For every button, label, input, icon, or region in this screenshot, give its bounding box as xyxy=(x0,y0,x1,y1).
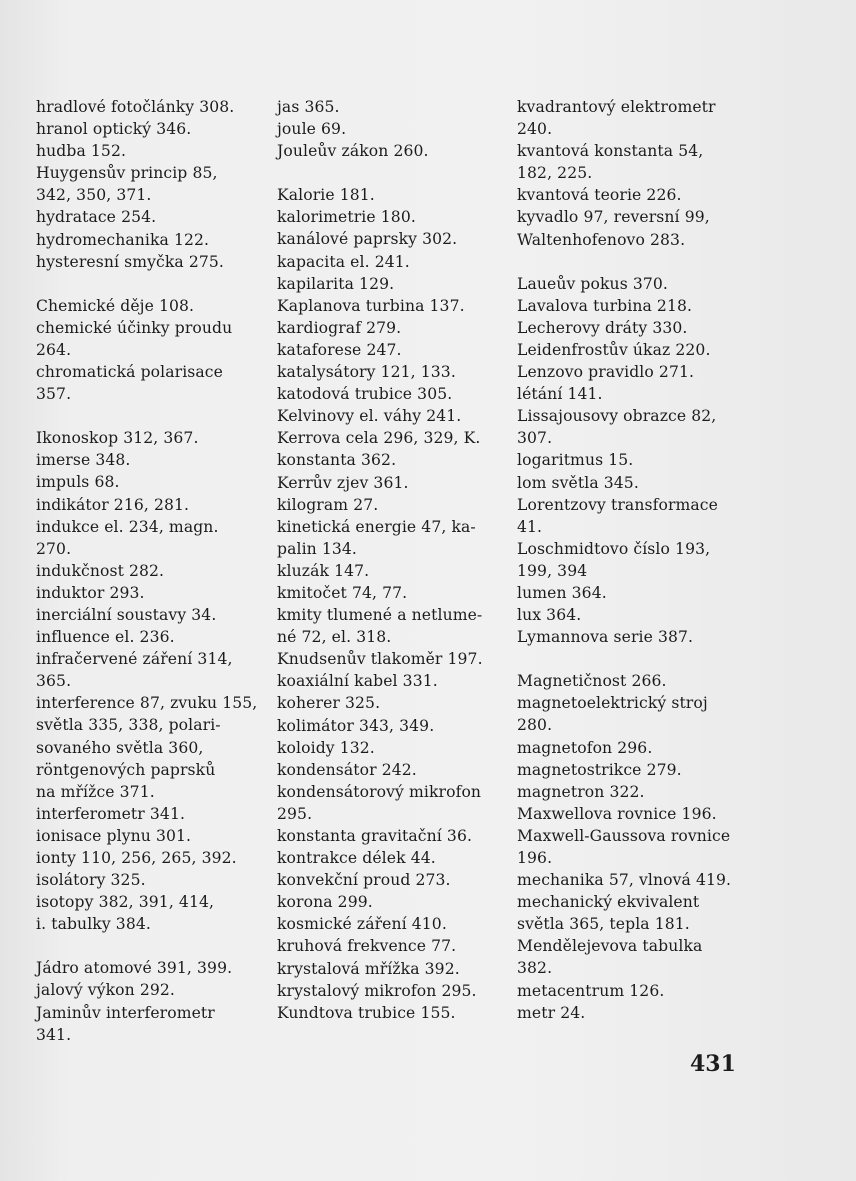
index-entry xyxy=(277,472,507,494)
index-entry-line: mechanický ekvivalent xyxy=(517,893,700,912)
index-entry xyxy=(277,184,507,206)
index-entry xyxy=(277,1002,507,1024)
index-entry-line: 341. xyxy=(36,1025,72,1044)
index-entry xyxy=(277,847,507,869)
index-entry-line: 307. xyxy=(517,429,553,448)
index-entry-line: kontrakce délek 44. xyxy=(277,849,436,868)
index-entry xyxy=(277,715,507,737)
index-entry xyxy=(36,361,264,405)
index-entry xyxy=(36,825,264,847)
index-entry xyxy=(277,228,507,250)
index-entry xyxy=(517,206,743,250)
index-entry-line: 357. xyxy=(36,385,72,404)
index-entry-line: 199, 394 xyxy=(517,561,588,580)
index-entry-line: Lecherovy dráty 330. xyxy=(517,318,688,337)
index-entry-line: palin 134. xyxy=(277,539,357,558)
index-entry xyxy=(277,96,507,118)
index-entry-line: Waltenhofenovo 283. xyxy=(517,230,686,249)
index-entry-line: mechanika 57, vlnová 419. xyxy=(517,871,732,890)
index-entry xyxy=(517,140,743,184)
index-entry xyxy=(36,251,264,273)
index-entry xyxy=(517,317,743,339)
index-entry xyxy=(277,825,507,847)
index-entry xyxy=(277,339,507,361)
index-entry-line: röntgenových paprsků xyxy=(36,760,216,779)
index-entry xyxy=(277,648,507,670)
index-entry xyxy=(517,737,743,759)
index-entry-line: interference 87, zvuku 155, xyxy=(36,694,258,713)
index-entry-line: 295. xyxy=(277,804,313,823)
index-entry-line: magnetron 322. xyxy=(517,782,645,801)
index-entry-line: světla 365, tepla 181. xyxy=(517,915,690,934)
index-entry-line: Kalorie 181. xyxy=(277,186,375,205)
index-entry xyxy=(36,560,264,582)
index-entry xyxy=(277,516,507,560)
index-entry xyxy=(277,958,507,980)
index-entry-line: konstanta gravitační 36. xyxy=(277,827,473,845)
index-entry xyxy=(517,494,743,538)
index-entry xyxy=(36,206,264,228)
index-entry xyxy=(277,670,507,692)
index-entry xyxy=(517,273,743,295)
index-entry-line: joule 69. xyxy=(277,120,347,139)
index-entry xyxy=(517,935,743,979)
index-entry-line: kondensátorový mikrofon xyxy=(277,782,482,801)
index-entry xyxy=(517,405,743,449)
index-entry-line: indukčnost 282. xyxy=(36,561,165,580)
index-entry-line: Kundtova trubice 155. xyxy=(277,1003,456,1022)
index-entry xyxy=(277,891,507,913)
index-entry-line: katodová trubice 305. xyxy=(277,385,453,404)
index-entry-line: i. tabulky 384. xyxy=(36,915,151,934)
index-entry-line: kvantová teorie 226. xyxy=(517,186,682,205)
index-entry xyxy=(517,670,743,692)
index-entry-line: interferometr 341. xyxy=(36,804,186,823)
index-entry-line: Lavalova turbina 218. xyxy=(517,296,693,315)
index-entry-line: na mřížce 371. xyxy=(36,782,155,801)
index-entry xyxy=(36,604,264,626)
index-entry xyxy=(36,229,264,251)
index-entry-line: 280. xyxy=(517,716,553,735)
index-entry xyxy=(277,604,507,648)
index-entry xyxy=(36,891,264,935)
section-gap xyxy=(36,935,264,957)
index-entry xyxy=(517,781,743,803)
index-entry-line: lux 364. xyxy=(517,606,582,625)
index-entry xyxy=(36,516,264,560)
index-entry xyxy=(517,538,743,582)
index-entry xyxy=(517,295,743,317)
index-entry xyxy=(277,317,507,339)
index-entry xyxy=(277,273,507,295)
index-entry xyxy=(277,560,507,582)
index-entry xyxy=(517,869,743,891)
index-entry-line: hydratace 254. xyxy=(36,208,157,227)
index-entry xyxy=(277,737,507,759)
index-entry xyxy=(36,803,264,825)
index-entry-line: 382. xyxy=(517,959,553,978)
index-entry xyxy=(36,162,264,206)
index-entry xyxy=(277,494,507,516)
index-entry-line: impuls 68. xyxy=(36,473,120,492)
index-entry-line: jalový výkon 292. xyxy=(36,981,175,1000)
section-gap xyxy=(517,251,743,273)
index-entry xyxy=(517,626,743,648)
section-gap xyxy=(517,648,743,670)
index-entry-line: kolimátor 343, 349. xyxy=(277,716,435,735)
index-entry-line: katalysátory 121, 133. xyxy=(277,363,456,382)
index-entry xyxy=(36,847,264,869)
index-entry-line: kapacita el. 241. xyxy=(277,252,410,271)
index-entry-line: kosmické záření 410. xyxy=(277,915,447,934)
index-entry-line: kyvadlo 97, reversní 99, xyxy=(517,208,710,227)
index-entry-line: magnetostrikce 279. xyxy=(517,760,682,779)
index-entry-line: indukce el. 234, magn. xyxy=(36,517,219,536)
index-entry xyxy=(36,648,264,692)
index-entry xyxy=(277,140,507,162)
index-entry xyxy=(517,759,743,781)
index-entry-line: kalorimetrie 180. xyxy=(277,208,416,227)
index-entry xyxy=(36,471,264,493)
index-entry-line: kondensátor 242. xyxy=(277,760,417,779)
index-entry xyxy=(36,317,264,361)
index-entry xyxy=(36,979,264,1001)
index-entry-line: Lenzovo pravidlo 271. xyxy=(517,363,695,382)
index-entry-line: kmity tlumené a netlume- xyxy=(277,606,483,625)
index-entry-line: metacentrum 126. xyxy=(517,981,665,1000)
page-number: 431 xyxy=(690,1051,736,1077)
index-entry xyxy=(517,582,743,604)
index-entry xyxy=(36,427,264,449)
index-entry-line: hudba 152. xyxy=(36,142,127,161)
index-entry-line: korona 299. xyxy=(277,893,373,912)
index-entry xyxy=(517,604,743,626)
index-entry xyxy=(277,405,507,427)
index-entry-line: Huygensův princip 85, xyxy=(36,164,218,183)
index-entry-line: Lymannova serie 387. xyxy=(517,628,694,647)
index-entry-line: jas 365. xyxy=(277,98,340,116)
index-entry xyxy=(277,383,507,405)
index-entry-line: hradlové fotočlánky 308. xyxy=(36,98,235,116)
index-entry-line: Jouleův zákon 260. xyxy=(277,142,429,161)
index-entry-line: isolátory 325. xyxy=(36,871,146,890)
index-entry xyxy=(277,759,507,781)
index-entry-line: kardiograf 279. xyxy=(277,318,402,337)
index-entry-line: Jádro atomové 391, 399. xyxy=(36,959,233,978)
index-entry xyxy=(517,361,743,383)
index-entry-line: infračervené záření 314, xyxy=(36,650,233,669)
index-entry-line: imerse 348. xyxy=(36,451,131,470)
index-entry xyxy=(36,1002,264,1046)
index-entry-line: 41. xyxy=(517,517,543,536)
index-entry-line: 365. xyxy=(36,672,72,691)
index-entry-line: světla 335, 338, polari- xyxy=(36,716,221,735)
index-entry-line: Maxwellova rovnice 196. xyxy=(517,804,717,823)
index-entry-line: kmitočet 74, 77. xyxy=(277,583,408,602)
index-entry-line: kvadrantový elektrometr xyxy=(517,98,716,116)
index-entry xyxy=(36,295,264,317)
index-entry-line: Lorentzovy transformace xyxy=(517,495,718,514)
index-entry xyxy=(517,472,743,494)
index-entry-line: krystalová mřížka 392. xyxy=(277,959,460,978)
index-entry-line: isotopy 382, 391, 414, xyxy=(36,893,215,912)
index-entry-line: Magnetičnost 266. xyxy=(517,672,667,691)
index-entry-line: chromatická polarisace xyxy=(36,363,223,382)
index-entry-line: konstanta 362. xyxy=(277,451,397,470)
index-entry-line: 270. xyxy=(36,539,72,558)
index-entry-line: magnetoelektrický stroj xyxy=(517,694,708,713)
index-entry-line: Laueův pokus 370. xyxy=(517,274,668,293)
index-entry xyxy=(277,295,507,317)
index-entry xyxy=(36,140,264,162)
index-entry xyxy=(277,980,507,1002)
index-entry-line: Lissajousovy obrazce 82, xyxy=(517,407,717,426)
index-entry-line: Jaminův interferometr xyxy=(36,1003,215,1022)
index-entry xyxy=(517,803,743,825)
index-entry xyxy=(36,449,264,471)
index-entry-line: kataforese 247. xyxy=(277,340,402,359)
index-entry-line: Chemické děje 108. xyxy=(36,296,195,315)
index-entry-line: kanálové paprsky 302. xyxy=(277,230,458,249)
index-entry xyxy=(277,935,507,957)
index-entry-line: ionisace plynu 301. xyxy=(36,826,192,845)
index-entry xyxy=(517,1002,743,1024)
index-entry xyxy=(36,118,264,140)
index-entry xyxy=(277,118,507,140)
section-gap xyxy=(36,273,264,295)
index-entry-line: 264. xyxy=(36,340,72,359)
index-entry xyxy=(36,96,264,118)
index-entry-line: kilogram 27. xyxy=(277,495,379,514)
index-entry xyxy=(517,96,743,140)
index-entry-line: influence el. 236. xyxy=(36,628,175,647)
index-entry xyxy=(517,184,743,206)
index-entry-line: indikátor 216, 281. xyxy=(36,495,190,514)
index-entry xyxy=(36,957,264,979)
index-entry xyxy=(517,449,743,471)
index-entry xyxy=(277,692,507,714)
index-entry-line: kruhová frekvence 77. xyxy=(277,937,457,956)
index-entry-line: hranol optický 346. xyxy=(36,120,192,139)
index-entry-line: Loschmidtovo číslo 193, xyxy=(517,539,711,558)
index-entry xyxy=(277,251,507,273)
index-entry-line: kvantová konstanta 54, xyxy=(517,142,704,161)
index-entry xyxy=(517,891,743,935)
index-entry xyxy=(36,692,264,802)
index-entry-line: Kerrův zjev 361. xyxy=(277,473,409,492)
index-entry-line: induktor 293. xyxy=(36,583,145,602)
index-entry-line: 342, 350, 371. xyxy=(36,186,152,205)
index-column-1 xyxy=(36,96,264,1046)
index-entry-line: kapilarita 129. xyxy=(277,274,395,293)
index-entry-line: koaxiální kabel 331. xyxy=(277,672,438,691)
index-entry xyxy=(36,582,264,604)
index-entry xyxy=(277,361,507,383)
index-column-2 xyxy=(277,96,507,1024)
index-entry-line: Kerrova cela 296, 329, K. xyxy=(277,429,481,448)
index-entry xyxy=(517,980,743,1002)
index-entry-line: létání 141. xyxy=(517,385,603,404)
section-gap xyxy=(36,405,264,427)
index-entry-line: Ikonoskop 312, 367. xyxy=(36,429,199,448)
section-gap xyxy=(277,162,507,184)
index-entry-line: ionty 110, 256, 265, 392. xyxy=(36,849,237,867)
index-entry-line: konvekční proud 273. xyxy=(277,871,451,890)
index-entry-line: Kaplanova turbina 137. xyxy=(277,296,465,315)
index-entry-line: Maxwell-Gaussova rovnice xyxy=(517,826,731,845)
index-entry-line: metr 24. xyxy=(517,1003,586,1022)
index-entry-line: logaritmus 15. xyxy=(517,451,634,470)
index-entry-line: Knudsenův tlakoměr 197. xyxy=(277,650,483,669)
index-entry-line: 182, 225. xyxy=(517,164,593,183)
index-entry xyxy=(277,869,507,891)
index-entry-line: koherer 325. xyxy=(277,694,381,713)
index-entry-line: lom světla 345. xyxy=(517,473,639,492)
index-entry-line: 240. xyxy=(517,120,553,139)
index-entry-line: 196. xyxy=(517,849,553,867)
index-entry-line: krystalový mikrofon 295. xyxy=(277,981,477,1000)
index-entry-line: hysteresní smyčka 275. xyxy=(36,252,224,271)
index-column-3 xyxy=(517,96,743,1024)
index-entry xyxy=(517,825,743,869)
index-entry-line: kinetická energie 47, ka- xyxy=(277,517,476,536)
index-entry xyxy=(36,869,264,891)
index-entry xyxy=(517,383,743,405)
index-entry xyxy=(36,626,264,648)
index-entry-line: koloidy 132. xyxy=(277,738,375,757)
index-entry xyxy=(517,692,743,736)
index-entry xyxy=(277,582,507,604)
index-entry xyxy=(277,427,507,471)
index-entry-line: magnetofon 296. xyxy=(517,738,653,757)
index-entry-line: hydromechanika 122. xyxy=(36,230,210,249)
index-entry-line: lumen 364. xyxy=(517,583,607,602)
index-entry-line: inerciální soustavy 34. xyxy=(36,605,217,624)
index-entry xyxy=(277,781,507,825)
index-entry xyxy=(36,494,264,516)
index-entry-line: Mendělejevova tabulka xyxy=(517,937,703,956)
index-entry-line: sovaného světla 360, xyxy=(36,738,204,757)
index-entry xyxy=(277,913,507,935)
index-entry-line: Kelvinovy el. váhy 241. xyxy=(277,407,462,426)
index-entry xyxy=(517,339,743,361)
index-entry xyxy=(277,206,507,228)
index-entry-line: né 72, el. 318. xyxy=(277,628,392,647)
index-entry-line: Leidenfrostův úkaz 220. xyxy=(517,340,711,359)
index-entry-line: chemické účinky proudu xyxy=(36,318,233,337)
index-entry-line: kluzák 147. xyxy=(277,561,370,580)
